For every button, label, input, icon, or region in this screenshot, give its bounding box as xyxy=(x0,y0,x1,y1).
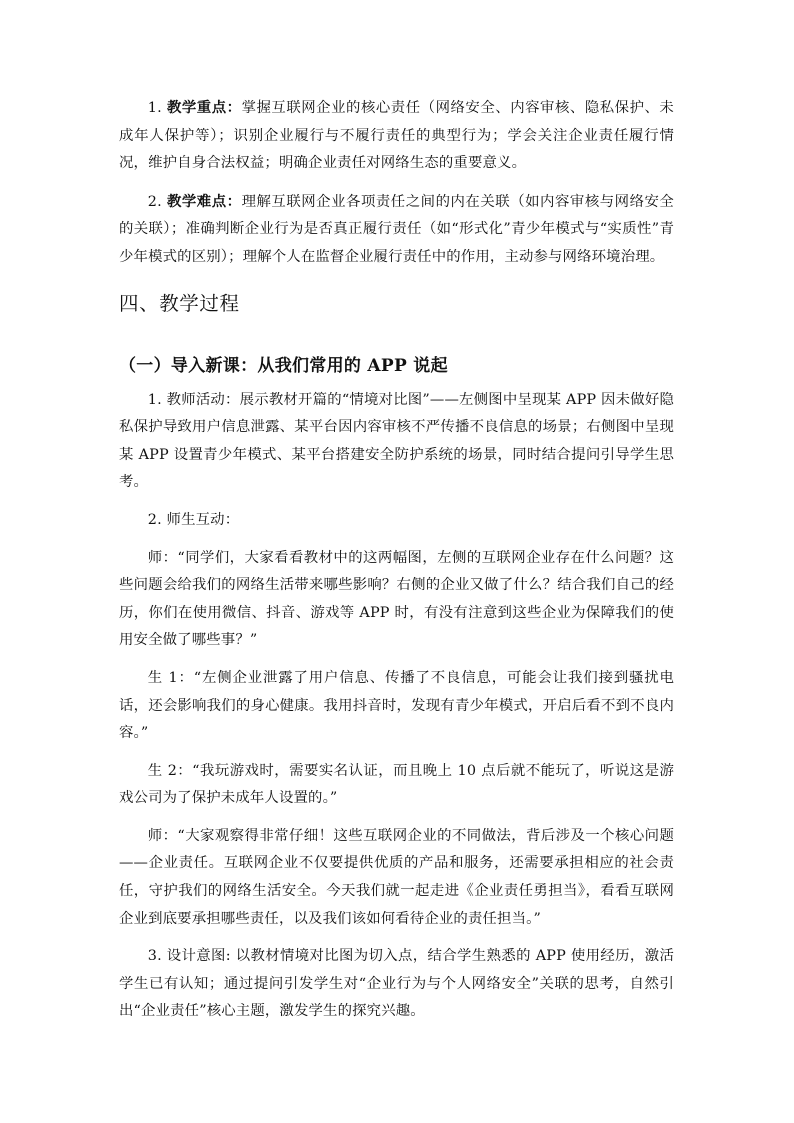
teaching-difficulty-paragraph xyxy=(119,188,674,272)
difficulty-label: 教学难点： xyxy=(166,192,242,210)
difficulty-number: 2. xyxy=(147,193,167,210)
teacher-summary-paragraph: 师：“大家观察得非常仔细！这些互联网企业的不同做法，背后涉及一个核心问题——企业责任。互联网企业不仅要提供优质的产品和服务，还需要承担相应的社会责任，守护我们的网络生活安全。今天我们就一起走进《企业责任勇担当》，看看互联网企业到底要承担哪些责任，以及我们该如何看待企业的责任担当。” xyxy=(119,827,674,927)
focus-label: 教学重点： xyxy=(166,99,242,116)
teacher-activity-paragraph: 1. 教师活动：展示教材开篇的“情境对比图”——左侧图中呈现某 APP 因未做好隐私保护导致用户信息泄露、某平台因内容审核不严传播不良信息的场景；右侧图中呈现某 APP 设置青少年模式、某平台搭建安全防护系统的场景，同时结合提问引导学生思考。 xyxy=(119,391,674,491)
student2-paragraph: 生 2：“我玩游戏时，需要实名认证，而且晚上 10 点后就不能玩了，听说这是游戏公司为了保护未成年人设置的。” xyxy=(119,762,674,807)
subsection-heading: （一）导入新课：从我们常用的 APP 说起 xyxy=(119,355,448,376)
teacher-question-paragraph: 师：“同学们，大家看看教材中的这两幅图，左侧的互联网企业存在什么问题？这些问题会给我们的网络生活带来哪些影响？右侧的企业又做了什么？结合我们自己的经历，你们在使用微信、抖音、游戏等 APP 时，有没有注意到这些企业为保障我们的使用安全做了哪些事？” xyxy=(119,549,674,649)
interaction-paragraph: 2. 师生互动： xyxy=(147,511,240,528)
difficulty-text: 理解互联网企业各项责任之间的内在关联（如内容审核与网络安全的关联）；准确判断企业行为是否真正履行责任（如“形式化”青少年模式与“实质性”青少年模式的区别）；理解个人在监督企业履行责任中的作用，主动参与网络环境治理。 xyxy=(119,193,674,265)
focus-number: 1. xyxy=(147,100,167,116)
design-intent-paragraph: 3. 设计意图: 以教材情境对比图为切入点，结合学生熟悉的 APP 使用经历，激活学生已有认知；通过提问引发学生对“企业行为与个人网络安全”关联的思考，自然引出“企业责任”核心主题，激发学生的探究兴趣。 xyxy=(119,948,674,1020)
student1-paragraph: 生 1：“左侧企业泄露了用户信息、传播了不良信息，可能会让我们接到骚扰电话，还会影响我们的身心健康。我用抖音时，发现有青少年模式，开启后看不到不良内容。” xyxy=(119,669,674,742)
focus-text: 掌握互联网企业的核心责任（网络安全、内容审核、隐私保护、未成年人保护等）；识别企业履行与不履行责任的典型行为；学会关注企业责任履行情况，维护自身合法权益；明确企业责任对网络生态的重要意义。 xyxy=(119,100,674,172)
teaching-focus-paragraph xyxy=(119,94,674,178)
section-heading: 四、教学过程 xyxy=(119,291,240,315)
